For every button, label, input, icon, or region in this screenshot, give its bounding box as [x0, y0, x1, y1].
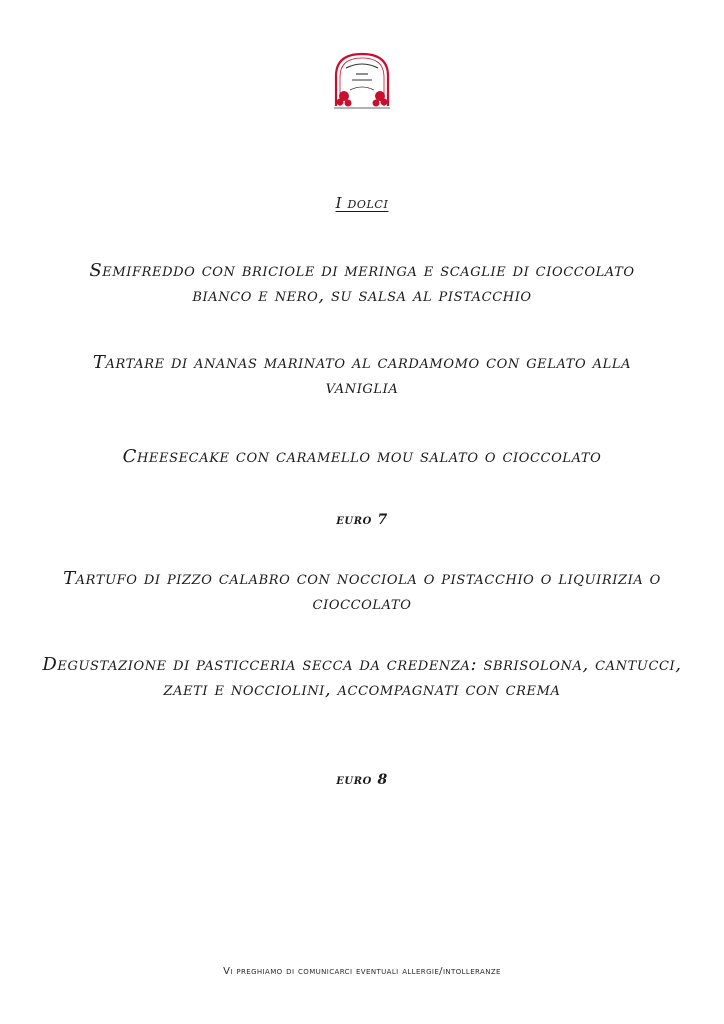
- allergy-note: Vi preghiamo di comunicarci eventuali allergie/intolleranze: [223, 966, 501, 977]
- section-title: I dolci: [335, 194, 389, 212]
- restaurant-logo: [326, 50, 398, 112]
- dish-degustazione: Degustazione di pasticceria secca da credenza: sbrisolona, cantucci, zaeti e nocciolini, accompagnati con crema: [42, 654, 682, 700]
- dish-cheesecake: Cheesecake con caramello mou salato o cioccolato: [122, 446, 602, 467]
- price-label: euro 7: [336, 512, 388, 528]
- price-label: euro 8: [336, 772, 388, 788]
- restaurant-seal-icon: [326, 50, 398, 112]
- dish-tartufo: Tartufo di pizzo calabro con nocciola o pistacchio o liquirizia o cioccolato: [63, 568, 661, 614]
- dish-tartare-ananas: Tartare di ananas marinato al cardamomo con gelato alla vaniglia: [92, 352, 632, 398]
- dish-semifreddo: Semifreddo con briciole di meringa e scaglie di cioccolato bianco e nero, su salsa al pistacchio: [89, 260, 635, 306]
